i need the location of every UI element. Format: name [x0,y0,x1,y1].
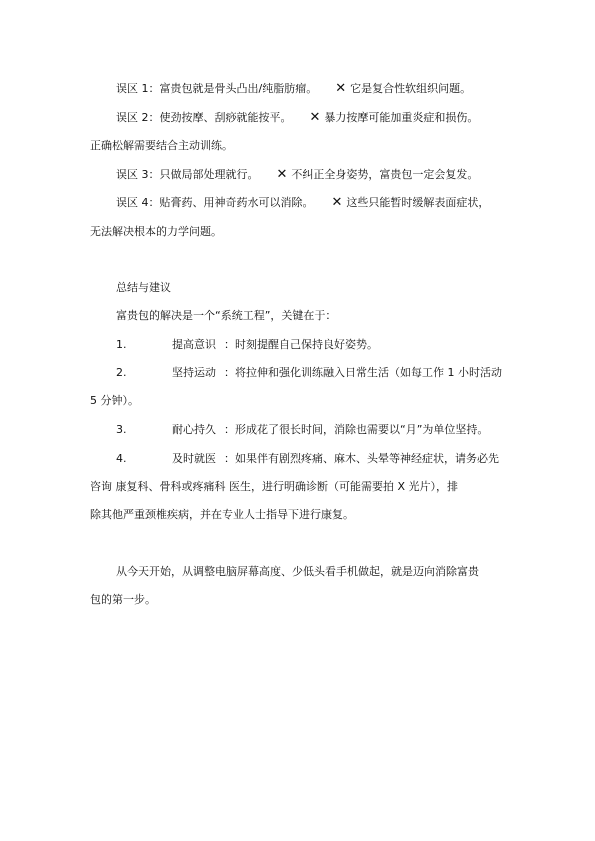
cross-icon: ✕ [309,110,321,125]
myth-4-label: 误区 4：贴膏药、用神奇药水可以消除。 [116,196,314,209]
summary-item-4 [116,452,499,466]
summary-item-3 [116,423,488,437]
item-number: 1. [116,338,127,351]
summary-item-2 [116,366,502,380]
item-text: ：形成花了很长时间，消除也需要以“月”为单位坚持。 [224,423,489,436]
item-title: 及时就医 [172,452,216,465]
myth-4-rebuttal: 这些只能暂时缓解表面症状， [346,196,490,209]
summary-item-2-continuation: 5 分钟）。 [90,394,139,407]
summary-item-4-continuation-1: 咨询 康复科、骨科或疼痛科 医生，进行明确诊断（可能需要拍 X 光片），排 [90,480,459,493]
summary-item-1 [116,338,378,352]
myth-1 [116,82,471,96]
item-number: 2. [116,366,127,379]
cross-icon: ✕ [276,167,288,182]
myth-4 [116,196,489,210]
cross-icon: ✕ [331,195,343,210]
myth-2-rebuttal: 暴力按摩可能加重炎症和损伤。 [324,111,479,124]
item-title: 坚持运动 [172,366,216,379]
item-title: 耐心持久 [172,423,216,436]
item-number: 4. [116,452,127,465]
cross-icon: ✕ [335,81,347,96]
closing-line-2: 包的第一步。 [90,593,156,606]
summary-intro: 富贵包的解决是一个“系统工程”，关键在于： [116,309,337,322]
item-text: ：时刻提醒自己保持良好姿势。 [224,338,378,351]
myth-3 [116,168,478,182]
myth-1-rebuttal: 它是复合性软组织问题。 [350,82,472,95]
item-number: 3. [116,423,127,436]
myth-4-continuation: 无法解决根本的力学问题。 [90,225,222,238]
myth-2-continuation: 正确松解需要结合主动训练。 [90,139,233,152]
myth-3-rebuttal: 不纠正全身姿势，富贵包一定会复发。 [291,168,479,181]
myth-2 [116,111,478,125]
myth-3-label: 误区 3：只做局部处理就行。 [116,168,259,181]
myth-1-label: 误区 1：富贵包就是骨头凸出/纯脂肪瘤。 [116,82,318,95]
closing-line-1: 从今天开始，从调整电脑屏幕高度、少低头看手机做起，就是迈向消除富贵 [116,565,479,578]
myth-2-label: 误区 2：使劲按摩、刮痧就能按平。 [116,111,292,124]
item-text: ：将拉伸和强化训练融入日常生活（如每工作 1 小时活动 [224,366,502,379]
summary-item-4-continuation-2: 除其他严重颈椎疾病，并在专业人士指导下进行康复。 [90,508,354,521]
item-text: ：如果伴有剧烈疼痛、麻木、头晕等神经症状，请务必先 [224,452,499,465]
summary-heading: 总结与建议 [116,281,171,294]
item-title: 提高意识 [172,338,216,351]
